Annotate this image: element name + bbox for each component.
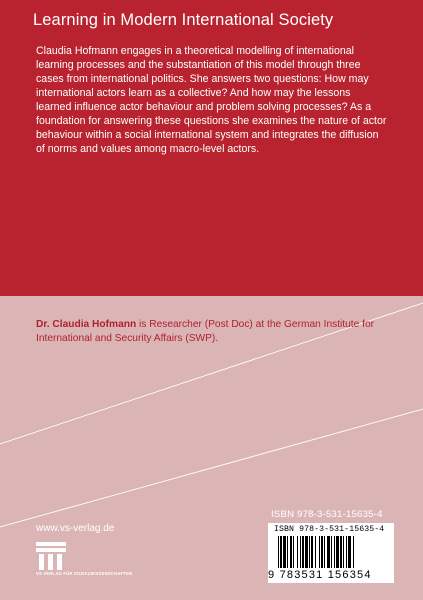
author-note — [36, 318, 396, 346]
book-title: Learning in Modern International Society — [33, 11, 334, 29]
vs-verlag-logo-icon — [36, 542, 66, 570]
author-bio: is Researcher (Post Doc) at the German Institute for International and Security Affairs (SWP). — [36, 319, 375, 344]
cover-top-panel — [0, 0, 423, 296]
cover-bottom-panel — [0, 296, 423, 600]
barcode-isbn-text: ISBN 978-3-531-15635-4 — [274, 525, 385, 534]
publisher-logo-text: VS VERLAG FÜR SOZIALWISSENSCHAFTEN — [36, 571, 133, 576]
book-blurb: Claudia Hofmann engages in a theoretical modelling of international learning processes and the substantiation of this model through three cases from international politics. She answers two questions: How may international actors learn as a collective? And how may the lessons learned influence actor behaviour and problem solving processes? As a foundation for answering these questions she examines the nature of actor behaviour within a social international system and integrates the diffusion of norms and values among macro-level actors. — [36, 45, 387, 155]
barcode-box — [268, 523, 394, 583]
barcode-digits: 9 783531 156354 — [268, 569, 372, 581]
publisher-website: www.vs-verlag.de — [36, 523, 115, 534]
author-name: Dr. Claudia Hofmann — [36, 319, 137, 330]
isbn-label: ISBN 978-3-531-15635-4 — [271, 509, 383, 520]
